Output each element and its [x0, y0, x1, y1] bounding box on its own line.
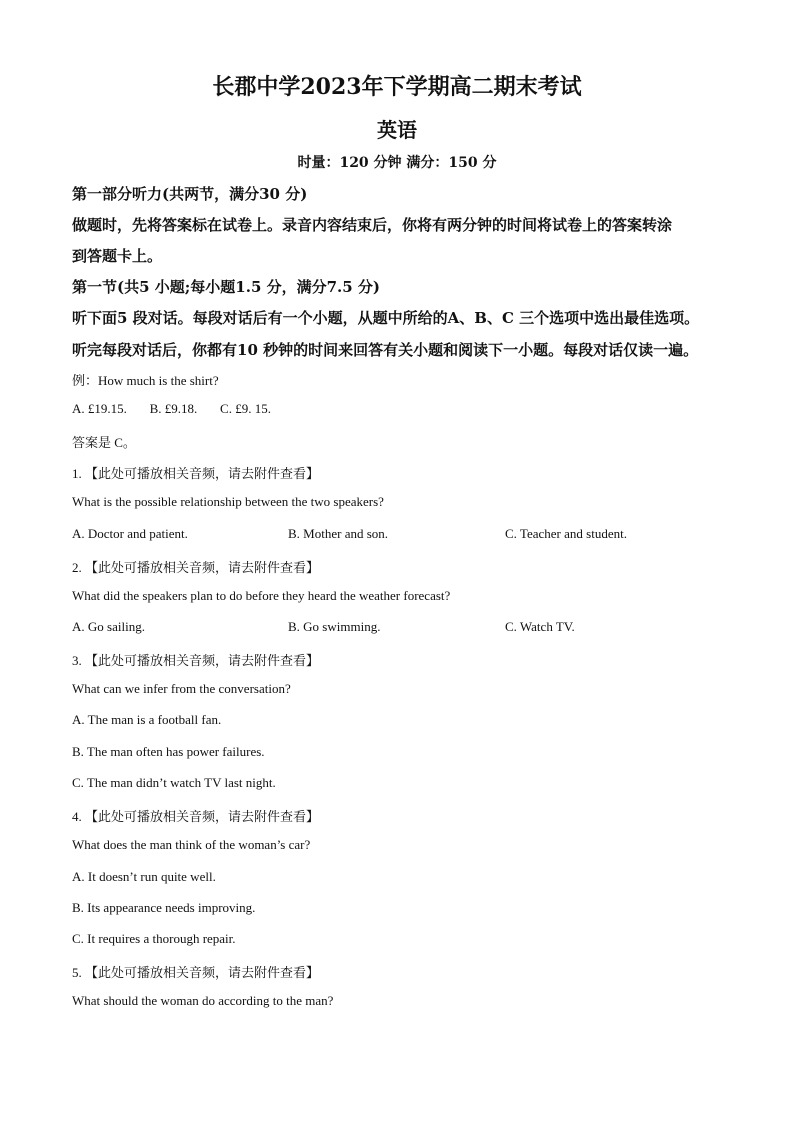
section1-instruction-line1: 听下面5 段对话。每段对话后有一个小题，从题中所给的A、B、C 三个选项中选出最佳选项。	[72, 309, 700, 327]
question-1-option-c: C. Teacher and student.	[505, 526, 627, 541]
example-answer: 答案是 C。	[72, 435, 136, 450]
section1-heading: 第一节(共5 小题;每小题1.5 分，满分7.5 分)	[72, 278, 381, 296]
question-3-stem: What can we infer from the conversation?	[72, 681, 291, 696]
question-1-stem: What is the possible relationship between the two speakers?	[72, 494, 384, 509]
question-4-option-a: A. It doesn’t run quite well.	[72, 869, 216, 884]
question-5-stem: What should the woman do according to the man?	[72, 993, 334, 1008]
exam-title: 长郡中学2023年下学期高二期末考试	[212, 74, 582, 100]
section1-instruction-line2: 听完每段对话后，你都有10 秒钟的时间来回答有关小题和阅读下一小题。每段对话仅读一遍。	[72, 341, 699, 359]
exam-subject: 英语	[377, 118, 417, 142]
part1-heading: 第一部分听力(共两节，满分30 分)	[72, 185, 308, 203]
question-2-audio: 2. 【此处可播放相关音频，请去附件查看】	[72, 560, 320, 575]
example-question: 例：How much is the shirt?	[72, 373, 219, 388]
question-1-option-a: A. Doctor and patient.	[72, 526, 188, 541]
question-4-option-b: B. Its appearance needs improving.	[72, 900, 256, 915]
question-4-audio: 4. 【此处可播放相关音频，请去附件查看】	[72, 809, 320, 824]
question-3-option-c: C. The man didn’t watch TV last night.	[72, 775, 276, 790]
question-4-stem: What does the man think of the woman’s car?	[72, 837, 311, 852]
question-3-option-a: A. The man is a football fan.	[72, 712, 222, 727]
question-1-option-b: B. Mother and son.	[288, 526, 389, 541]
question-3-audio: 3. 【此处可播放相关音频，请去附件查看】	[72, 653, 320, 668]
question-2-stem: What did the speakers plan to do before they heard the weather forecast?	[72, 588, 451, 603]
example-options: A. £19.15. B. £9.18. C. £9. 15.	[72, 401, 271, 416]
question-5-audio: 5. 【此处可播放相关音频，请去附件查看】	[72, 965, 320, 980]
question-3-option-b: B. The man often has power failures.	[72, 744, 265, 759]
part1-instruction-line1: 做题时，先将答案标在试卷上。录音内容结束后，你将有两分钟的时间将试卷上的答案转涂	[72, 216, 673, 234]
part1-instruction-line2: 到答题卡上。	[72, 247, 163, 265]
question-2-option-c: C. Watch TV.	[505, 619, 575, 634]
question-2-option-a: A. Go sailing.	[72, 619, 145, 634]
question-1-audio: 1. 【此处可播放相关音频，请去附件查看】	[72, 466, 320, 481]
exam-time-info: 时量：120 分钟 满分：150 分	[297, 155, 497, 171]
question-2-option-b: B. Go swimming.	[288, 619, 381, 634]
question-4-option-c: C. It requires a thorough repair.	[72, 931, 236, 946]
